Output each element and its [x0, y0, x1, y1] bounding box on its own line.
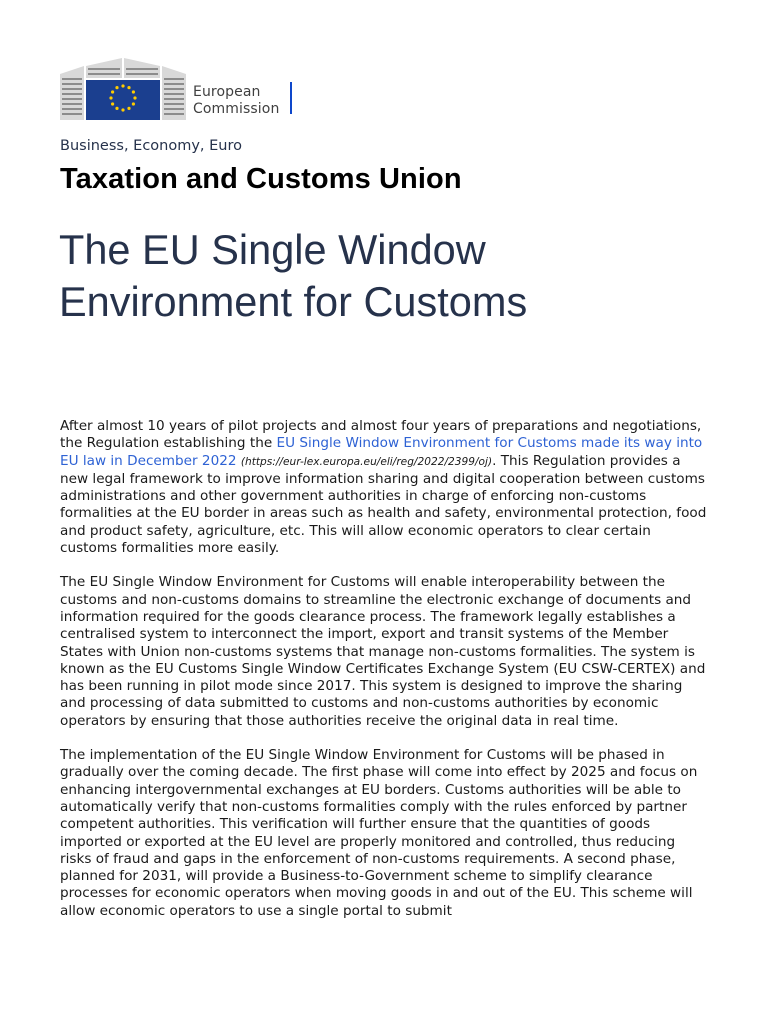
article-body [60, 418, 710, 937]
logo-line-commission: Commission [193, 101, 280, 117]
logo-wordmark [193, 84, 279, 118]
page-title: The EU Single Window Environment for Customs [59, 226, 528, 325]
logo-line-european: European [193, 84, 261, 100]
breadcrumb: Business, Economy, Euro [60, 138, 243, 154]
logo-divider [290, 82, 292, 114]
regulation-link[interactable]: EU Single Window Environment for Customs made its way into EU law in December 2022 [60, 435, 703, 469]
european-commission-logo[interactable] [60, 56, 300, 122]
regulation-url: (https://eur-lex.europa.eu/eli/reg/2022/2399/oj) [240, 455, 493, 468]
paragraph-1 [60, 418, 710, 557]
section-title: Taxation and Customs Union [60, 163, 462, 195]
paragraph-1-rest: . This Regulation provides a new legal framework to improve information sharing and digital cooperation between customs administrations and other government authorities in charge of enforcing non-customs formalities at the EU border in areas such as health and safety, environmental protection, food and product safety, agriculture, etc. This will allow economic operators to clear certain customs formalities more easily. [60, 452, 707, 557]
paragraph-1-intro: After almost 10 years of pilot projects and almost four years of preparations and negotiations, the Regulation establishing the [60, 418, 702, 452]
paragraph-2: The EU Single Window Environment for Customs will enable interoperability between the customs and non-customs domains to streamline the electronic exchange of documents and information required for the goods clearance process. The framework legally establishes a centralised system to interconnect the import, export and transit systems of the Member States with Union non-customs systems that manage non-customs formalities. The system is known as the EU Customs Single Window Certificates Exchange System (EU CSW-CERTEX) and has been running in pilot mode since 2017. This system is designed to improve the sharing and processing of data submitted to customs and non-customs authorities by economic operators by ensuring that those authorities receive the original data in real time. [60, 574, 706, 729]
commission-building-icon [60, 56, 190, 122]
paragraph-3: The implementation of the EU Single Window Environment for Customs will be phased in gradually over the coming decade. The first phase will come into effect by 2025 and focus on enhancing intergovernmental exchanges at EU borders. Customs authorities will be able to automatically verify that non-customs formalities comply with the rules enforced by partner competent authorities. This verification will further ensure that the quantities of goods imported or exported at the EU level are properly monitored and controlled, thus reducing risks of fraud and gaps in the enforcement of non-customs requirements. A second phase, planned for 2031, will provide a Business-to-Government scheme to simplify clearance processes for economic operators when moving goods in and out of the EU. This scheme will allow economic operators to use a single portal to submit [60, 747, 698, 919]
